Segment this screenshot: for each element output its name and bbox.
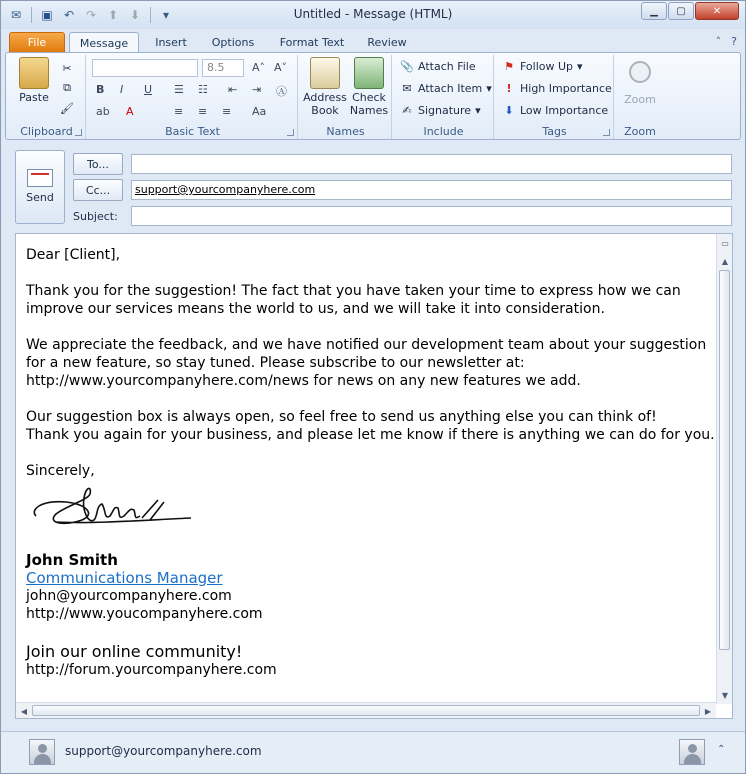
increase-indent-icon[interactable]: ⇥ bbox=[252, 83, 262, 96]
address-book-label-1: Address bbox=[303, 91, 347, 104]
scroll-down-icon[interactable]: ▼ bbox=[721, 690, 729, 700]
cc-button[interactable]: Cc... bbox=[73, 179, 123, 201]
redo-icon[interactable]: ↷ bbox=[85, 8, 97, 22]
group-include bbox=[394, 55, 494, 139]
paragraph-3a: Our suggestion box is always open, so feel free to send us anything else you can think of! bbox=[26, 409, 657, 425]
tab-options[interactable]: Options bbox=[211, 36, 255, 49]
check-names-button[interactable] bbox=[348, 57, 390, 117]
message-body[interactable] bbox=[15, 233, 733, 719]
contact-avatar[interactable] bbox=[29, 739, 55, 765]
follow-up-button[interactable] bbox=[502, 59, 583, 73]
shrink-font-icon[interactable]: A˅ bbox=[274, 61, 288, 74]
numbering-icon[interactable]: ☷ bbox=[198, 83, 208, 96]
low-importance-button[interactable] bbox=[502, 103, 608, 117]
flag-icon: ⚑ bbox=[504, 59, 514, 73]
attach-file-button[interactable] bbox=[400, 59, 476, 73]
closing: Sincerely, bbox=[26, 463, 95, 479]
high-importance-button[interactable] bbox=[502, 81, 612, 95]
basic-text-group-label: Basic Text bbox=[165, 125, 220, 138]
undo-icon[interactable]: ↶ bbox=[63, 8, 75, 22]
save-icon[interactable]: ▣ bbox=[41, 8, 53, 22]
zoom-group-label: Zoom bbox=[624, 125, 656, 138]
italic-button[interactable]: I bbox=[120, 83, 124, 96]
subject-field[interactable] bbox=[131, 206, 732, 226]
group-basic-text bbox=[88, 55, 298, 139]
vertical-scroll-thumb[interactable] bbox=[719, 270, 730, 650]
bold-button[interactable]: B bbox=[96, 83, 105, 96]
signature-title-link[interactable]: Communications Manager bbox=[26, 569, 223, 587]
grow-font-icon[interactable]: A˄ bbox=[252, 61, 266, 74]
exclamation-icon: ! bbox=[506, 81, 512, 95]
tab-insert[interactable]: Insert bbox=[155, 36, 187, 49]
underline-button[interactable]: U bbox=[144, 83, 153, 96]
zoom-button[interactable] bbox=[620, 57, 660, 106]
styles-icon[interactable]: Aa bbox=[252, 105, 267, 118]
dropdown-arrow-icon: ▾ bbox=[486, 81, 492, 95]
send-button[interactable] bbox=[15, 150, 65, 224]
send-label: Send bbox=[26, 191, 54, 204]
paragraph-3b: Thank you again for your business, and please let me know if there is anything we can do for you. bbox=[26, 427, 715, 443]
handwritten-signature bbox=[26, 480, 196, 540]
paperclip-icon: 📎 bbox=[400, 59, 414, 73]
address-book-label-2: Book bbox=[311, 104, 339, 117]
help-icon[interactable]: ? bbox=[731, 35, 737, 48]
group-names bbox=[300, 55, 392, 139]
dropdown-arrow-icon: ▾ bbox=[475, 103, 481, 117]
group-zoom bbox=[616, 55, 664, 139]
signature-icon: ✍ bbox=[402, 103, 412, 117]
horizontal-scrollbar[interactable] bbox=[16, 702, 716, 718]
message-header bbox=[5, 146, 741, 230]
signature-label: Signature bbox=[418, 103, 472, 117]
window-controls bbox=[640, 2, 739, 20]
community-heading: Join our online community! bbox=[26, 642, 243, 661]
down-arrow-icon: ⬇ bbox=[504, 103, 514, 117]
down-icon[interactable]: ⬇ bbox=[129, 8, 141, 22]
title-bar bbox=[1, 1, 745, 29]
tab-file[interactable]: File bbox=[9, 32, 65, 53]
tab-message[interactable]: Message bbox=[69, 32, 139, 53]
paste-icon bbox=[19, 57, 49, 89]
ribbon-tabs bbox=[1, 29, 745, 53]
ribbon-controls bbox=[716, 35, 737, 48]
scroll-left-icon[interactable]: ◀ bbox=[20, 706, 28, 716]
copy-icon[interactable]: ⧉ bbox=[63, 81, 71, 94]
basic-text-launcher-icon[interactable] bbox=[287, 129, 294, 136]
tags-launcher-icon[interactable] bbox=[603, 129, 610, 136]
address-book-button[interactable] bbox=[302, 57, 348, 117]
signature-button[interactable] bbox=[400, 103, 481, 117]
low-importance-label: Low Importance bbox=[520, 103, 609, 117]
tab-format-text[interactable]: Format Text bbox=[279, 36, 345, 49]
minimize-button[interactable]: ▁ bbox=[641, 2, 667, 20]
clear-formatting-icon[interactable]: Ⓐ bbox=[276, 85, 287, 98]
paragraph-2: We appreciate the feedback, and we have notified our development team about your suggestion for a new feature, so stay tuned. Please subscribe to our newsletter at: http://www.yourcompanyhere.com/news for news on any new features we add. bbox=[26, 337, 707, 389]
signature-name: John Smith bbox=[26, 551, 118, 569]
outlook-icon[interactable]: ✉ bbox=[10, 8, 22, 22]
split-icon[interactable]: ▭ bbox=[721, 238, 729, 248]
attach-file-label: Attach File bbox=[418, 59, 476, 73]
message-content[interactable] bbox=[26, 246, 716, 679]
align-center-icon[interactable]: ≡ bbox=[198, 105, 208, 118]
paste-button[interactable] bbox=[14, 57, 54, 104]
send-envelope-icon bbox=[27, 169, 53, 187]
people-pane bbox=[1, 731, 745, 773]
dropdown-arrow-icon: ▾ bbox=[577, 59, 583, 73]
ribbon bbox=[5, 52, 741, 140]
to-field[interactable] bbox=[131, 154, 732, 174]
cc-recipient[interactable]: support@yourcompanyhere.com bbox=[135, 183, 316, 196]
include-group-label: Include bbox=[423, 125, 464, 138]
font-size-combo[interactable]: 8.5 bbox=[202, 59, 244, 77]
clipboard-group-label: Clipboard bbox=[20, 125, 73, 138]
highlight-icon[interactable]: ab bbox=[96, 105, 110, 118]
address-book-icon bbox=[310, 57, 340, 89]
forum-url: http://forum.yourcompanyhere.com bbox=[26, 662, 277, 678]
font-color-icon[interactable]: A bbox=[126, 105, 134, 118]
follow-up-label: Follow Up bbox=[520, 59, 574, 73]
bullets-icon[interactable]: ☰ bbox=[174, 83, 184, 96]
zoom-label: Zoom bbox=[624, 93, 656, 106]
cut-icon[interactable]: ✂ bbox=[62, 61, 72, 75]
to-button[interactable]: To... bbox=[73, 153, 123, 175]
align-left-icon[interactable]: ≡ bbox=[174, 105, 184, 118]
align-right-icon[interactable]: ≡ bbox=[222, 105, 232, 118]
scroll-right-icon[interactable]: ▶ bbox=[704, 706, 712, 716]
clipboard-launcher-icon[interactable] bbox=[75, 129, 82, 136]
close-button[interactable]: ✕ bbox=[695, 2, 739, 20]
paste-label: Paste bbox=[19, 91, 49, 104]
attach-item-button[interactable] bbox=[400, 81, 492, 95]
subject-label: Subject: bbox=[73, 210, 118, 223]
decrease-indent-icon[interactable]: ⇤ bbox=[228, 83, 238, 96]
tab-review[interactable]: Review bbox=[367, 36, 407, 49]
people-pane-avatar[interactable] bbox=[679, 739, 705, 765]
high-importance-label: High Importance bbox=[520, 81, 612, 95]
tags-group-label: Tags bbox=[542, 125, 567, 138]
horizontal-scroll-thumb[interactable] bbox=[32, 705, 700, 716]
check-names-label-2: Names bbox=[349, 104, 389, 117]
maximize-button[interactable]: ▢ bbox=[668, 2, 694, 20]
magnifier-icon bbox=[629, 61, 651, 83]
signature-website: http://www.youcompanyhere.com bbox=[26, 606, 263, 622]
scroll-up-icon[interactable]: ▲ bbox=[721, 256, 729, 266]
people-pane-email[interactable]: support@yourcompanyhere.com bbox=[65, 744, 262, 758]
attach-item-label: Attach Item bbox=[418, 81, 483, 95]
up-icon[interactable]: ⬆ bbox=[107, 8, 119, 22]
window-title: Untitled - Message (HTML) bbox=[293, 7, 453, 21]
minimize-ribbon-icon[interactable]: ˄ bbox=[715, 35, 722, 48]
format-painter-icon[interactable]: 🖌 bbox=[60, 101, 74, 115]
font-name-combo[interactable] bbox=[92, 59, 198, 77]
signature-email: john@yourcompanyhere.com bbox=[26, 588, 232, 604]
paragraph-1: Thank you for the suggestion! The fact that you have taken your time to express how we can improve our services means the world to us, and we will take it into consideration. bbox=[26, 283, 681, 317]
group-clipboard bbox=[8, 55, 86, 139]
greeting: Dear [Client], bbox=[26, 247, 121, 263]
group-tags bbox=[496, 55, 614, 139]
check-names-label-1: Check bbox=[352, 91, 386, 104]
vertical-scrollbar[interactable] bbox=[716, 234, 732, 704]
check-names-icon bbox=[354, 57, 384, 89]
expand-people-pane-icon[interactable]: ⌃ bbox=[717, 744, 726, 755]
paragraph-3 bbox=[26, 408, 716, 444]
names-group-label: Names bbox=[326, 125, 365, 138]
customize-icon[interactable]: ▾ bbox=[162, 8, 170, 22]
envelope-icon: ✉ bbox=[402, 81, 412, 95]
cc-field[interactable] bbox=[131, 180, 732, 200]
